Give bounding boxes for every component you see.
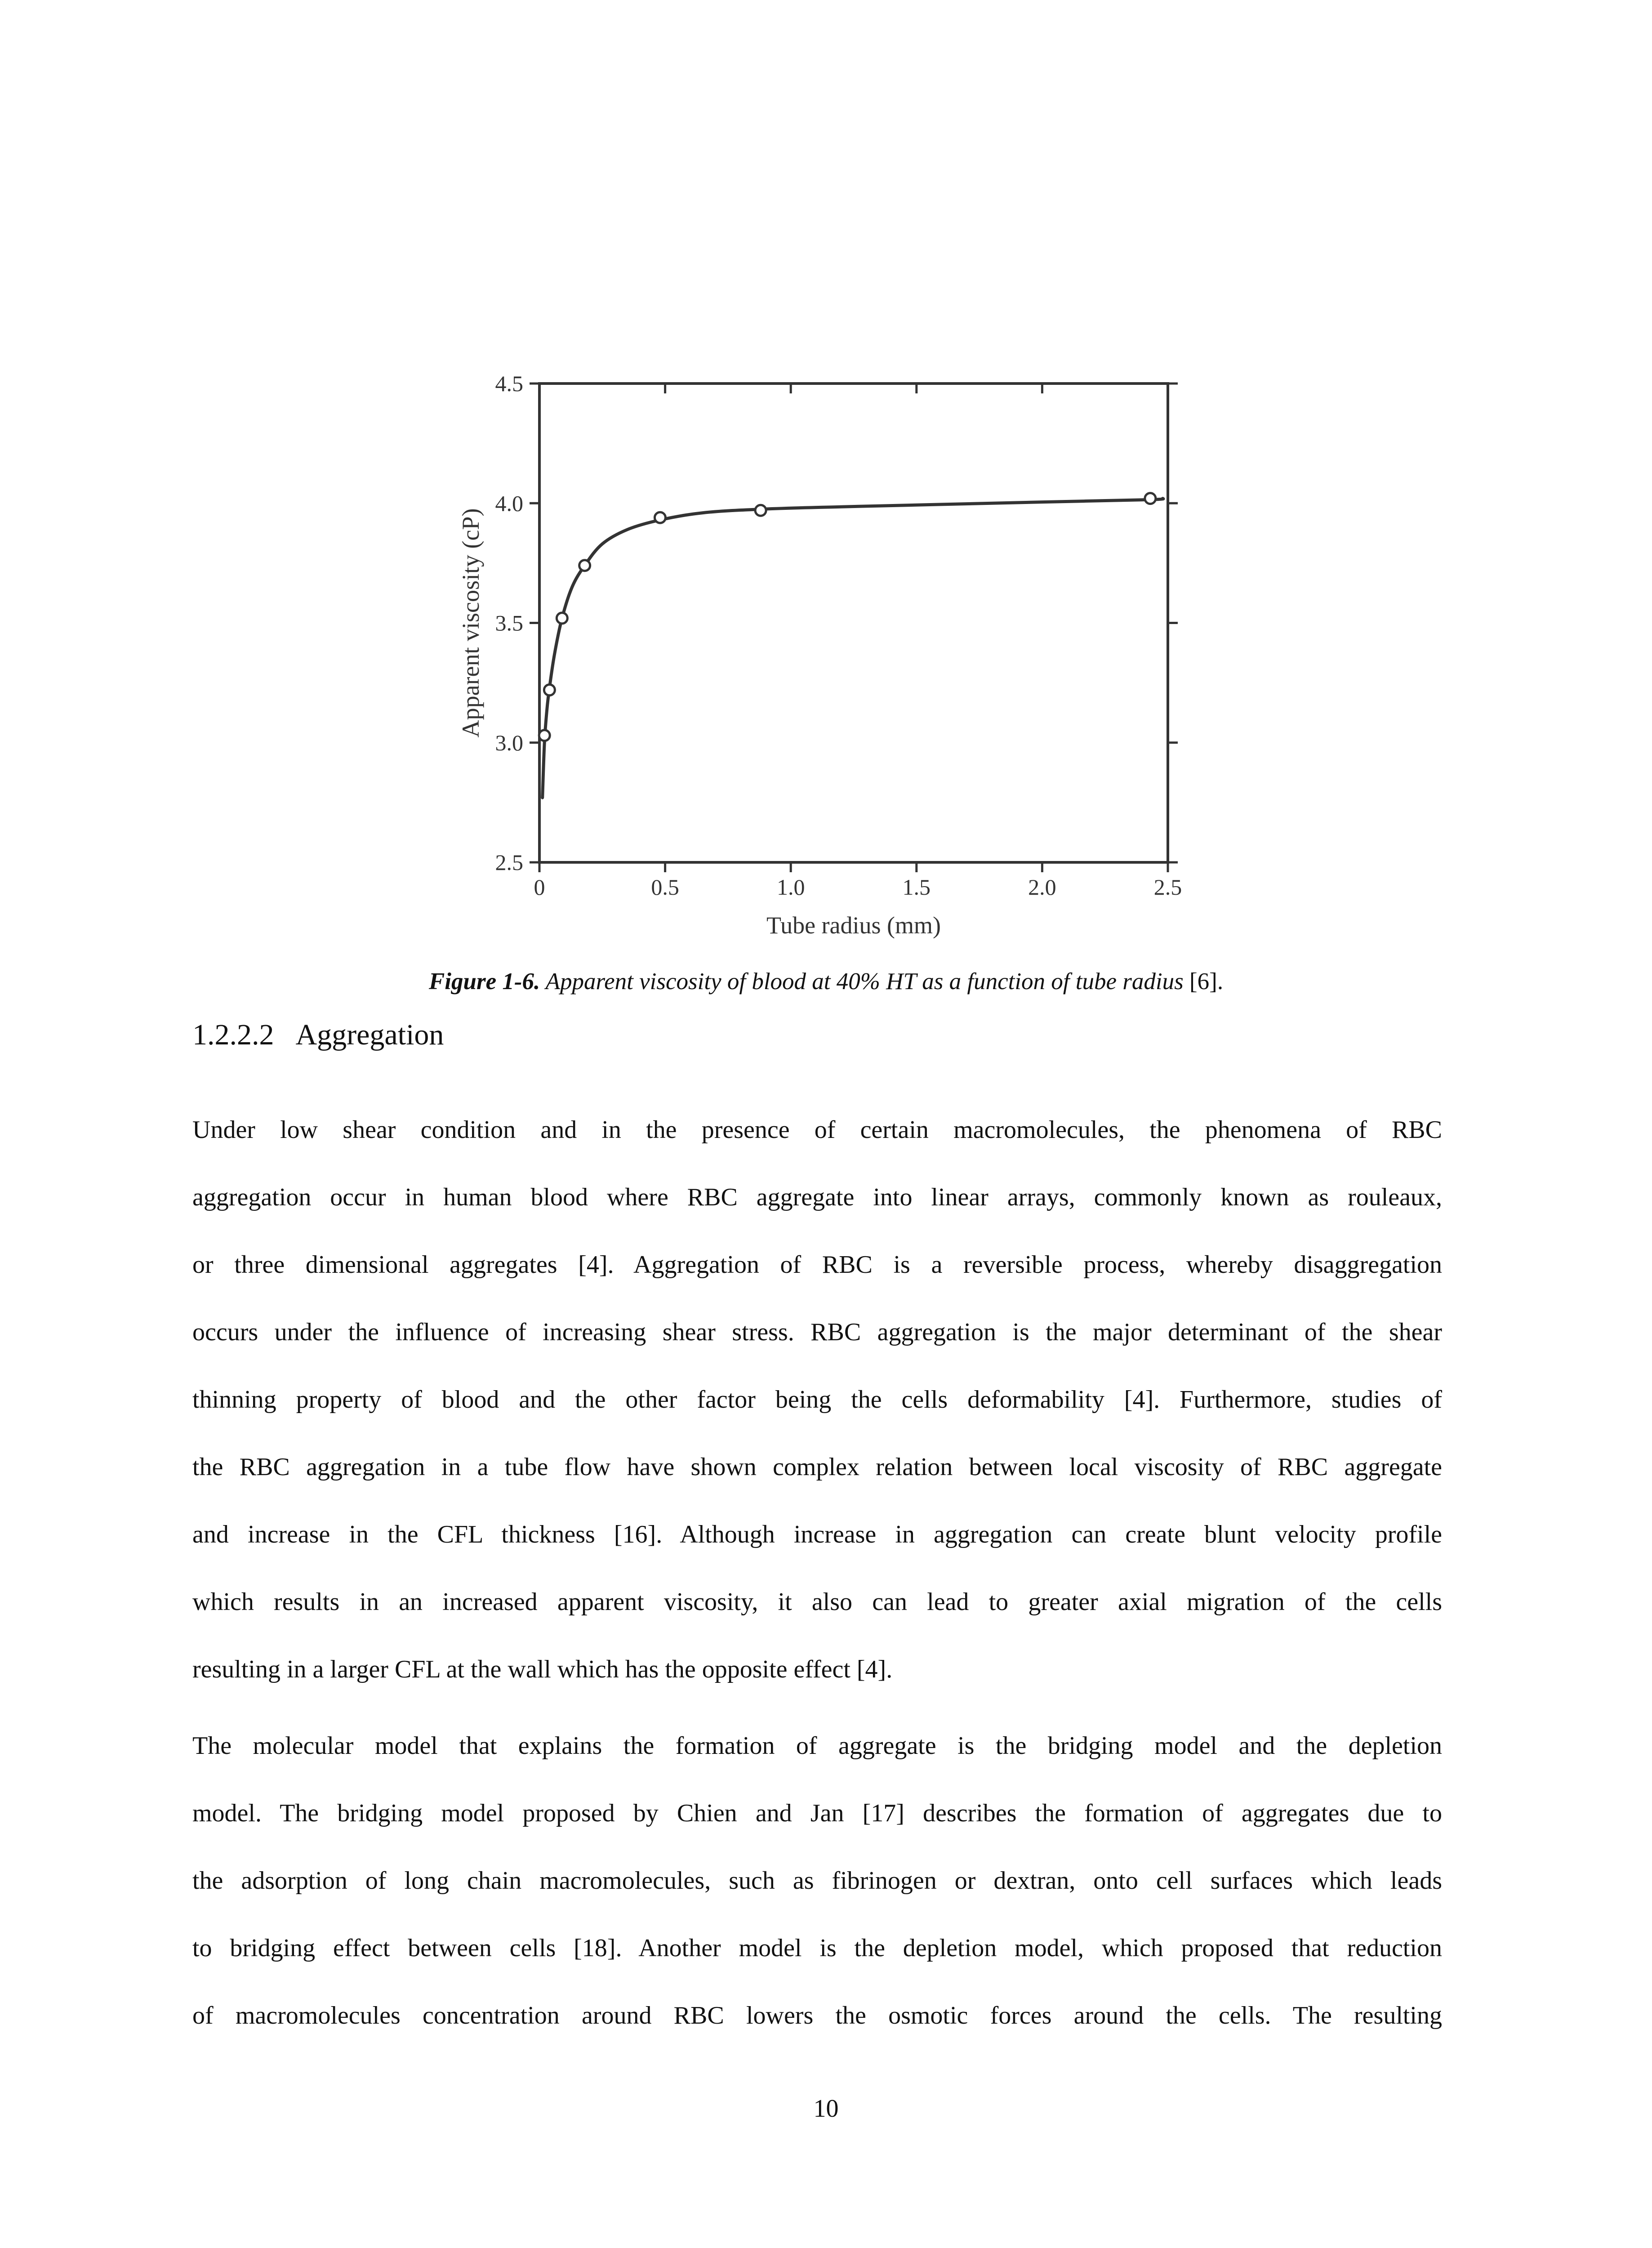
data-point xyxy=(655,512,665,523)
y-tick-label: 3.0 xyxy=(495,730,523,755)
paragraph-line: the RBC aggregation in a tube flow have shown complex relation between local viscosity of RBC aggregate xyxy=(192,1453,1442,1481)
paragraph-line: the adsorption of long chain macromolecules, such as fibrinogen or dextran, onto cell surfaces which leads xyxy=(192,1867,1442,1895)
y-tick-label: 2.5 xyxy=(495,850,523,875)
x-tick-label: 0.5 xyxy=(651,874,679,900)
paragraph-line: The molecular model that explains the formation of aggregate is the bridging model and the depletion xyxy=(192,1732,1442,1760)
x-tick-label: 2.0 xyxy=(1028,874,1056,900)
data-point xyxy=(544,685,555,696)
data-point xyxy=(557,613,567,624)
paragraph-line: of macromolecules concentration around RBC lowers the osmotic forces around the cells. The resulting xyxy=(192,2002,1442,2029)
paragraph-line: which results in an increased apparent viscosity, it also can lead to greater axial migration of the cells xyxy=(192,1588,1442,1616)
paragraph-line: occurs under the influence of increasing shear stress. RBC aggregation is the major determinant of the shear xyxy=(192,1318,1442,1346)
x-tick-label: 1.0 xyxy=(776,874,805,900)
fit-curve-line xyxy=(543,499,1163,798)
page-number: 10 xyxy=(813,2095,839,2123)
y-axis-label: Apparent viscosity (cP) xyxy=(457,508,484,738)
figure-number: Figure 1-6. xyxy=(428,968,540,995)
data-point xyxy=(1145,493,1156,504)
section-number: 1.2.2.2 xyxy=(192,1018,274,1051)
figure-1-6 xyxy=(0,0,1652,967)
paragraph-line: aggregation occur in human blood where RBC aggregate into linear arrays, commonly known as rouleaux, xyxy=(192,1183,1442,1211)
data-point xyxy=(579,560,590,571)
paragraph-line: resulting in a larger CFL at the wall which has the opposite effect [4]. xyxy=(192,1655,893,1683)
figure-caption xyxy=(0,966,1652,997)
x-tick-label: 2.5 xyxy=(1153,874,1182,900)
x-tick-label: 1.5 xyxy=(902,874,931,900)
plot-frame xyxy=(539,384,1168,862)
y-tick-label: 3.5 xyxy=(495,610,523,636)
y-tick-label: 4.0 xyxy=(495,491,523,516)
paragraph-line: thinning property of blood and the other factor being the cells deformability [4]. Furthermore, studies of xyxy=(192,1386,1442,1414)
paragraph-line: or three dimensional aggregates [4]. Aggregation of RBC is a reversible process, whereby disaggregation xyxy=(192,1251,1442,1279)
paragraph-line: model. The bridging model proposed by Chien and Jan [17] describes the formation of aggregates due to xyxy=(192,1799,1442,1827)
data-point xyxy=(755,505,766,516)
section-heading xyxy=(192,1017,444,1053)
paragraph-line: Under low shear condition and in the presence of certain macromolecules, the phenomena of RBC xyxy=(192,1116,1442,1144)
paragraph-line: to bridging effect between cells [18]. Another model is the depletion model, which proposed that reduction xyxy=(192,1934,1442,1962)
figure-caption-text: Apparent viscosity of blood at 40% HT as a function of tube radius xyxy=(545,968,1184,995)
data-point xyxy=(539,730,550,741)
paragraph-line: and increase in the CFL thickness [16]. Although increase in aggregation can create blunt velocity profile xyxy=(192,1521,1442,1548)
paragraph-aggregation-intro xyxy=(192,1096,1442,1703)
figure-caption-citation: [6]. xyxy=(1189,968,1224,995)
x-tick-label: 0 xyxy=(534,874,545,900)
y-tick-label: 4.5 xyxy=(495,371,523,396)
x-axis-label: Tube radius (mm) xyxy=(766,912,941,939)
paragraph-molecular-model xyxy=(192,1712,1442,2049)
viscosity-chart xyxy=(0,0,1652,967)
section-title: Aggregation xyxy=(295,1018,444,1051)
